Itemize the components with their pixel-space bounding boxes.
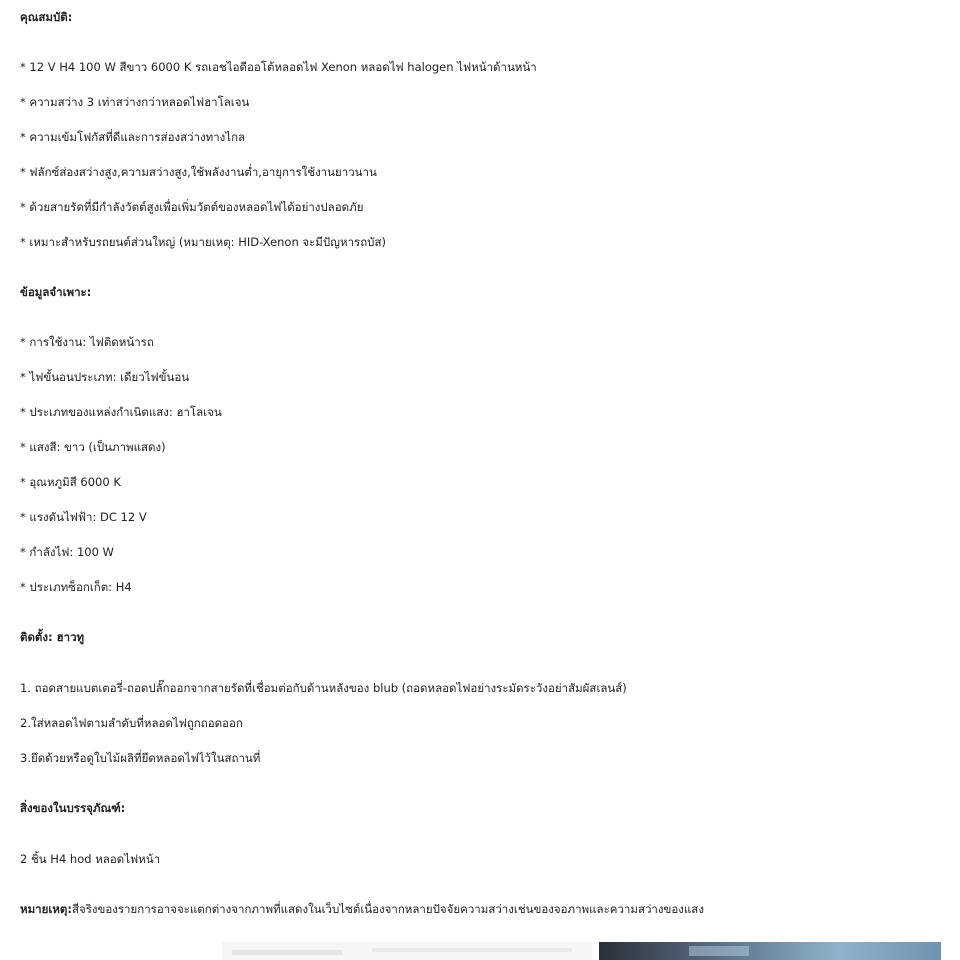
feature-item: * ความสว่าง 3 เท่าสว่างกว่าหลอดไฟฮาโลเจน <box>20 95 250 109</box>
product-photo-left <box>222 942 592 960</box>
note-text: สีจริงของรายการอาจจะแตกต่างจากภาพที่แสดงในเว็บไซต์เนื่องจากหลายปัจจัยความสว่างเช่นของจอภาพและความสว่างของแสง <box>71 902 704 916</box>
feature-item: * ด้วยสายรัดที่มีกำลังวัตต์สูงเพื่อเพิ่มวัตต์ของหลอดไฟได้อย่างปลอดภัย <box>20 200 364 214</box>
feature-item: * ฟลักซ์ส่องสว่างสูง,ความสว่างสูง,ใช้พลังงานต่ำ,อายุการใช้งานยาวนาน <box>20 165 377 179</box>
product-photo-right-art <box>599 942 941 960</box>
spec-item: * แรงดันไฟฟ้า: DC 12 V <box>20 510 147 524</box>
feature-item: * ความเข้มโฟกัสที่ดีและการส่องสว่างทางไกล <box>20 130 246 144</box>
spec-item: * ประเภทซ็อกเก็ต: H4 <box>20 580 132 594</box>
install-step: 2.ใส่หลอดไฟตามลำดับที่หลอดไฟถูกถอดออก <box>20 716 243 730</box>
note-line <box>20 901 704 917</box>
install-heading: ติดตั้ง: ฮาวทู <box>20 630 85 644</box>
feature-item: * เหมาะสำหรับรถยนต์ส่วนใหญ่ (หมายเหตุ: HID-Xenon จะมีปัญหารถบัส) <box>20 235 386 249</box>
feature-item: * 12 V H4 100 W สีขาว 6000 K รถเอชไอดีออโต้หลอดไฟ Xenon หลอดไฟ halogen ไฟหน้าด้านหน้า <box>20 60 537 74</box>
install-step: 3.ยึดด้วยหรือดูใบไม้ผลิที่ยึดหลอดไฟไว้ในสถานที่ <box>20 751 261 765</box>
spec-item: * อุณหภูมิสี 6000 K <box>20 475 121 489</box>
product-photo-right <box>599 942 941 960</box>
specs-heading: ข้อมูลจำเพาะ: <box>20 285 92 299</box>
note-label: หมายเหตุ: <box>20 902 72 916</box>
features-heading: คุณสมบัติ: <box>20 10 73 24</box>
package-item: 2 ชิ้น H4 hod หลอดไฟหน้า <box>20 852 161 866</box>
package-heading: สิ่งของในบรรจุภัณฑ์: <box>20 801 126 815</box>
install-step: 1. ถอดสายแบตเตอรี่-ถอดปลั๊กออกจากสายรัดที่เชื่อมต่อกับด้านหลังของ blub (ถอดหลอดไฟอย่างระมัดระวังอย่าสัมผัสเลนส์) <box>20 681 627 695</box>
spec-item: * ประเภทของแหล่งกำเนิดแสง: ฮาโลเจน <box>20 405 222 419</box>
spec-item: * กำลังไฟ: 100 W <box>20 545 114 559</box>
spec-item: * ไฟขั้นอนประเภท: เดียวไฟขั้นอน <box>20 370 190 384</box>
spec-item: * แสงสี: ขาว (เป็นภาพแสดง) <box>20 440 166 454</box>
spec-item: * การใช้งาน: ไฟติดหน้ารถ <box>20 335 154 349</box>
product-photo-left-art <box>222 942 592 960</box>
